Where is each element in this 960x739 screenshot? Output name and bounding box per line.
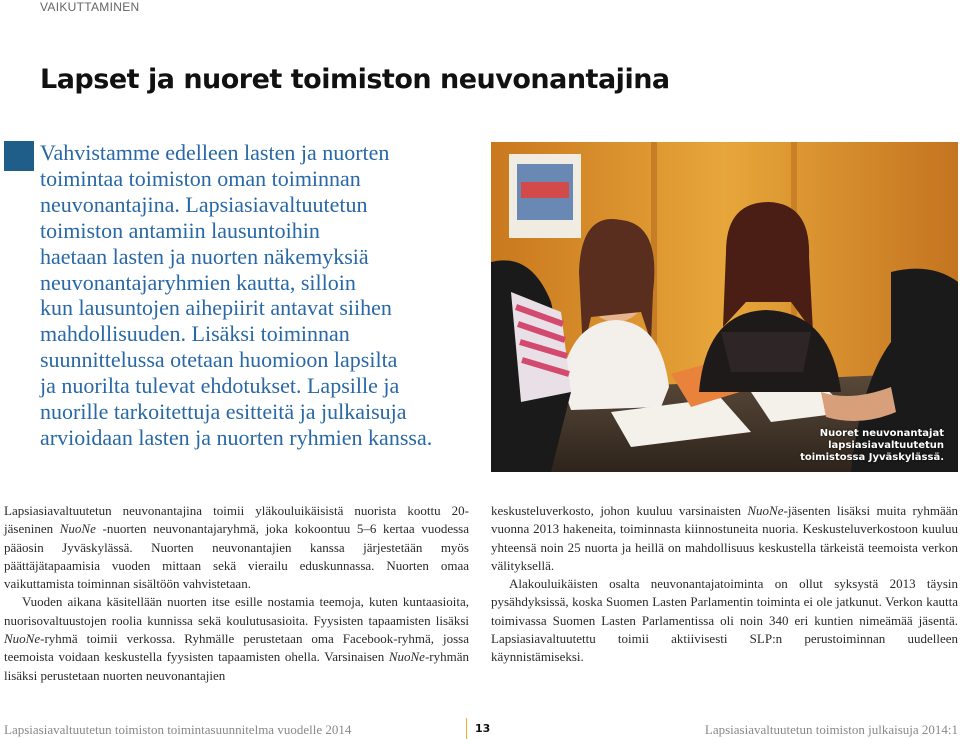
text-run: -ryhmän lisäksi perustetaan nuorten neuvonantajien: [4, 649, 469, 683]
body-paragraph: [4, 502, 469, 593]
lead-line: haetaan lasten ja nuorten näkemyksiä: [40, 243, 369, 269]
section-label: VAIKUTTAMINEN: [40, 0, 140, 14]
page-divider: [466, 718, 467, 739]
page-title: Lapset ja nuoret toimiston neuvonantajina: [40, 64, 670, 95]
lead-line: kun lausuntojen aihepiirit antavat siihen: [40, 295, 392, 321]
page-number: 13: [475, 722, 491, 735]
lead-line: toimiston antamiin lausuntoihin: [40, 217, 320, 243]
photo-caption: [800, 428, 944, 464]
lead-line: suunnittelussa otetaan huomioon lapsilta: [40, 347, 398, 373]
text-run: -nuorten neuvonantajaryhmä, joka kokoontuu 5–6 kertaa vuodessa pääosin Jyväskylässä. Nuorten neuvonantajien kanssa järjestetään myös päättäjätapaamisia vuoden mittaan sekä vierailu eduskunnassa. Nuorten omaa vaikuttamista toiminnan sisältöön vahvistetaan.: [4, 521, 469, 592]
caption-line: Nuoret neuvonantajat: [819, 428, 944, 439]
emphasis: NuoNe: [747, 503, 784, 518]
caption-line: toimistossa Jyväskylässä.: [800, 452, 944, 463]
photo: [491, 142, 958, 472]
lead-marker: [4, 141, 34, 171]
lead-line: Vahvistamme edelleen lasten ja nuorten: [40, 140, 390, 165]
text-run: -ryhmä toimii verkossa. Ryhmälle perustetaan oma Facebook-ryhmä, jossa teemoista voidaan keskustella fyysisten tapaamisten ohella. Varsinaisen: [4, 631, 469, 665]
footer-left: Lapsiasiavaltuutetun toimiston toimintasuunnitelma vuodelle 2014: [4, 722, 352, 737]
lead-line: neuvonantajaryhmien kautta, silloin: [40, 269, 356, 295]
lead-line: mahdollisuuden. Lisäksi toiminnan: [40, 321, 350, 347]
lead-paragraph: [40, 140, 485, 451]
emphasis: NuoNe: [59, 521, 96, 537]
caption-line: lapsiasiavaltuutetun: [828, 440, 944, 451]
text-run: Vuoden aikana käsitellään nuorten itse esille nostamia teemoja, kuten kuntaasioita, nuorisovaltuustojen roolia kunnissa sekä koulutusasioita. Fyysisten tapaamisten lisäksi: [4, 594, 469, 628]
lead-line: nuorille tarkoitettuja esitteitä ja julkaisuja: [40, 399, 407, 425]
photo-illustration: [491, 142, 958, 472]
body-paragraph: [491, 502, 958, 575]
body-column-right: [491, 502, 958, 667]
lead-line: arvioidaan lasten ja nuorten ryhmien kanssa.: [40, 424, 433, 450]
body-paragraph: [4, 593, 469, 684]
lead-line: neuvonantajina. Lapsiasiavaltuutetun: [40, 191, 368, 217]
body-column-left: [4, 502, 469, 685]
footer-right: Lapsiasiavaltuutetun toimiston julkaisuja 2014:1: [704, 722, 958, 737]
text-run: -jäsenten lisäksi muita ryhmään vuonna 2013 hakeneita, toiminnasta kiinnostuneita nuoria. Keskusteluverkostoon kuuluu yhteensä noin 25 nuorta ja heillä on mahdollisuus keskustella tärkeistä teemoista verkon välityksellä.: [491, 503, 958, 573]
emphasis: NuoNe: [4, 631, 41, 647]
body-paragraph: Alakouluikäisten osalta neuvonantajatoiminta on ollut syksystä 2013 täysin pysähdyksissä, koska Suomen Lasten Parlamentin toiminta ei ole jatkunut. Verkon kautta toimivassa Suomen Lasten Parlamentissa oli noin 340 eri kuntien nimeämää jäsentä. Lapsiasiavaltuutettu toimii aktiivisesti SLP:n perustoiminnan uudelleen käynnistämiseksi.: [491, 576, 958, 665]
text-run: Lapsiasiavaltuutetun neuvonantajina toimii yläkouluikäisistä nuorista koottu 20-jäseninen: [4, 503, 469, 537]
lead-line: ja nuorilta tulevat ehdotukset. Lapsille ja: [40, 373, 400, 399]
text-run: keskusteluverkosto, johon kuuluu varsinaisten: [491, 503, 748, 518]
emphasis: NuoNe: [388, 649, 425, 665]
lead-line: toimintaa toimiston oman toiminnan: [40, 165, 361, 191]
